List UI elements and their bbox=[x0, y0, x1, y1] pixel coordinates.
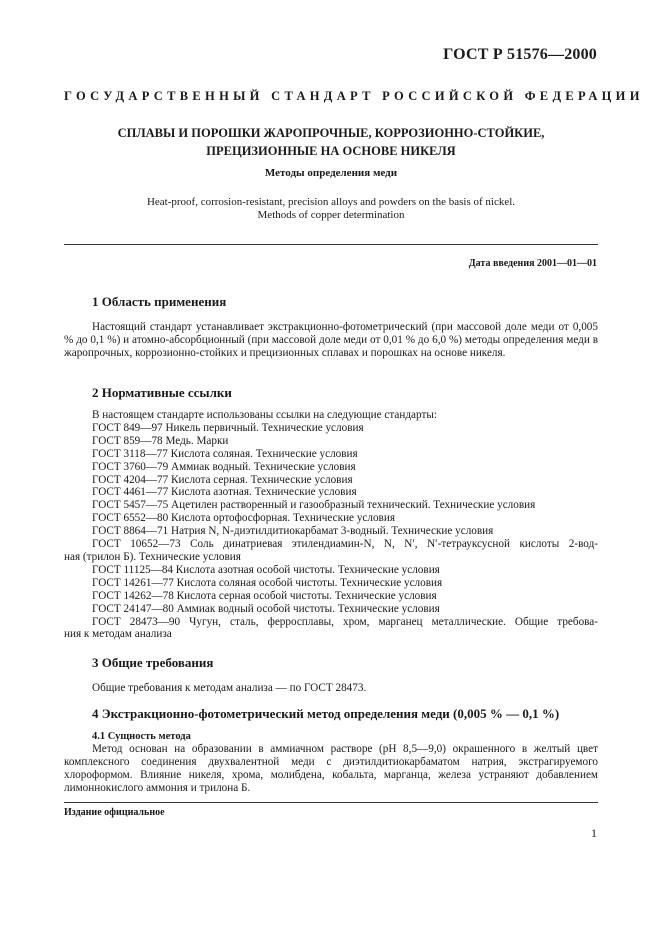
document-subtitle: Методы определения меди bbox=[264, 167, 398, 179]
references-list bbox=[64, 409, 598, 641]
english-title bbox=[64, 196, 598, 222]
references-intro: В настоящем стандарте использованы ссылки на следующие стандарты: bbox=[92, 409, 437, 421]
section-3-heading: 3 Общие требования bbox=[92, 655, 214, 670]
document-title bbox=[64, 124, 598, 160]
edition-label: Издание официальное bbox=[64, 807, 165, 818]
section-1-body: Настоящий стандарт устанавливает экстракционно-фотометрический (при массовой доле меди от 0,005 % до 0,1 %) и атомно-абсорбционный (при массовой доле меди от 0,01 % до 6,0 %) методы определения меди в жаропрочных, коррозионно-стойких и прецизионных сплавах и порошках на основе никеля. bbox=[64, 321, 598, 359]
reference-item: ГОСТ 5457—75 Ацетилен растворенный и газообразный технический. Технические условия bbox=[92, 499, 536, 512]
title-line-1: СПЛАВЫ И ПОРОШКИ ЖАРОПРОЧНЫЕ, КОРРОЗИОННО-СТОЙКИЕ, bbox=[117, 126, 545, 140]
reference-item: ГОСТ 859—78 Медь. Марки bbox=[92, 434, 229, 447]
reference-item: ГОСТ 4461—77 Кислота азотная. Технические условия bbox=[92, 486, 357, 499]
state-standard-banner: ГОСУДАРСТВЕННЫЙ СТАНДАРТ РОССИЙСКОЙ ФЕДЕРАЦИИ bbox=[64, 89, 644, 103]
section-4-1-heading: 4.1 Сущность метода bbox=[92, 731, 191, 742]
reference-item: ГОСТ 4204—77 Кислота серная. Технические условия bbox=[92, 473, 353, 486]
title-line-2: ПРЕЦИЗИОННЫЕ НА ОСНОВЕ НИКЕЛЯ bbox=[206, 144, 456, 158]
section-1-text bbox=[64, 321, 598, 360]
reference-item: ГОСТ 14262—78 Кислота серная особой чистоты. Технические условия bbox=[92, 589, 437, 602]
reference-item: ГОСТ 3118—77 Кислота соляная. Технические условия bbox=[92, 447, 358, 460]
page-number: 1 bbox=[591, 826, 597, 840]
reference-item: ГОСТ 14261—77 Кислота соляная особой чистоты. Технические условия bbox=[92, 576, 443, 589]
reference-item-10652-part-2: ная (трилон Б). Технические условия bbox=[64, 550, 241, 563]
section-1-heading: 1 Область применения bbox=[92, 294, 227, 309]
footer-divider bbox=[64, 802, 598, 803]
section-2-heading: 2 Нормативные ссылки bbox=[92, 385, 232, 400]
section-4-1-body: Метод основан на образовании в аммиачном растворе (рН 8,5—9,0) окрашенного в желтый цвет комплексного соединения двухвалентной меди с диэтилдитиокарбаматом натрия, экстрагируемого хлороформом. Влияние никеля, хрома, молибдена, кобальта, марганца, железа устраняют добавлением лимоннокислого аммония и трилона Б. bbox=[64, 743, 598, 794]
reference-item-10652-part-1: ГОСТ 10652—73 Соль динатриевая этилендиамин-N, N, N′, N′-тетрауксусной кислоты 2-вод- bbox=[92, 538, 598, 551]
reference-item: ГОСТ 849—97 Никель первичный. Технические условия bbox=[92, 421, 364, 434]
introduction-date: Дата введения 2001—01—01 bbox=[468, 258, 597, 269]
gost-number: ГОСТ Р 51576—2000 bbox=[443, 46, 597, 63]
reference-item: ГОСТ 11125—84 Кислота азотная особой чистоты. Технические условия bbox=[92, 563, 440, 576]
section-3-body: Общие требования к методам анализа — по ГОСТ 28473. bbox=[92, 682, 367, 694]
english-title-line-2: Methods of copper determination bbox=[257, 209, 405, 221]
section-3-text bbox=[64, 682, 598, 695]
reference-item: ГОСТ 24147—80 Аммиак водный особой чистоты. Технические условия bbox=[92, 602, 440, 615]
reference-item: ГОСТ 3760—79 Аммиак водный. Технические условия bbox=[92, 460, 356, 473]
section-4-heading: 4 Экстракционно-фотометрический метод определения меди (0,005 % — 0,1 %) bbox=[92, 706, 560, 721]
english-title-line-1: Heat-proof, corrosion-resistant, precision alloys and powders on the basis of nickel. bbox=[146, 196, 516, 208]
reference-item-28473-part-2: ния к методам анализа bbox=[64, 628, 172, 641]
reference-item: ГОСТ 8864—71 Натрия N, N-диэтилдитиокарбамат 3-водный. Технические условия bbox=[92, 525, 494, 538]
header-divider bbox=[64, 244, 598, 245]
reference-item: ГОСТ 6552—80 Кислота ортофосфорная. Технические условия bbox=[92, 512, 395, 525]
reference-item-28473-part-1: ГОСТ 28473—90 Чугун, сталь, ферросплавы, хром, марганец металлические. Общие требова- bbox=[92, 615, 598, 628]
section-4-1-text bbox=[64, 743, 598, 795]
